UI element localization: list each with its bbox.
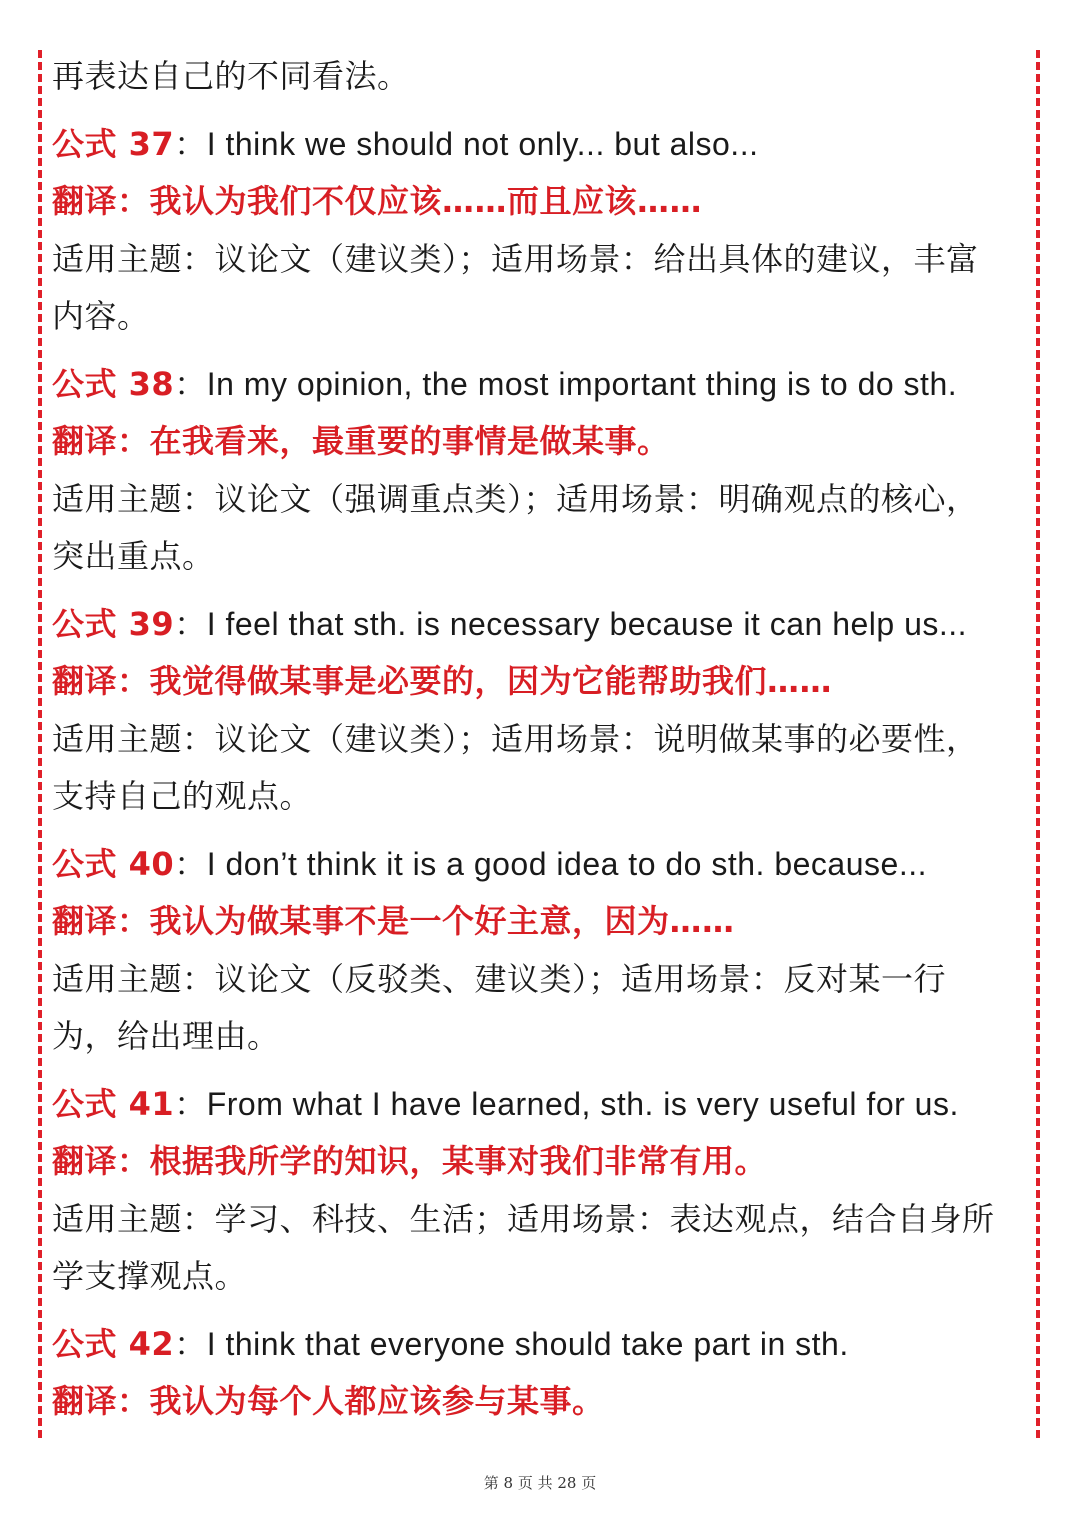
formula-english: I don’t think it is a good idea to do sth. because... bbox=[206, 845, 927, 882]
formula-label: 公式 41 bbox=[52, 1084, 175, 1123]
formula-42-translation: 翻译：我认为每个人都应该参与某事。 bbox=[52, 1382, 605, 1420]
formula-separator: ： bbox=[174, 1084, 207, 1123]
formula-38-topic-line-1: 适用主题：议论文（强调重点类）；适用场景：明确观点的核心， bbox=[52, 479, 979, 518]
formula-38-topic-line-2: 突出重点。 bbox=[52, 537, 215, 575]
formula-english: I feel that sth. is necessary because it can help us... bbox=[206, 605, 968, 642]
formula-label: 公式 37 bbox=[52, 124, 175, 163]
formula-39-translation: 翻译：我觉得做某事是必要的，因为它能帮助我们…… bbox=[52, 662, 833, 700]
formula-42 bbox=[52, 1316, 1012, 1374]
formula-separator: ： bbox=[174, 844, 207, 883]
formula-separator: ： bbox=[174, 1324, 207, 1363]
formula-separator: ： bbox=[174, 604, 207, 643]
formula-39-topic-line-1: 适用主题：议论文（建议类）；适用场景：说明做某事的必要性， bbox=[52, 719, 979, 758]
formula-english: From what I have learned, sth. is very useful for us. bbox=[206, 1085, 959, 1122]
formula-37-topic-line-2: 内容。 bbox=[52, 297, 150, 335]
formula-label: 公式 42 bbox=[52, 1324, 175, 1363]
intro-text: 再表达自己的不同看法。 bbox=[52, 57, 410, 95]
formula-41-translation: 翻译：根据我所学的知识，某事对我们非常有用。 bbox=[52, 1142, 768, 1180]
formula-separator: ： bbox=[174, 124, 207, 163]
formula-40 bbox=[52, 836, 1012, 894]
formula-40-topic-line-2: 为，给出理由。 bbox=[52, 1017, 280, 1055]
formula-label: 公式 38 bbox=[52, 364, 175, 403]
formula-label: 公式 39 bbox=[52, 604, 175, 643]
formula-41-topic-line-2: 学支撑观点。 bbox=[52, 1257, 248, 1295]
formula-label: 公式 40 bbox=[52, 844, 175, 883]
formula-41-topic-line-1: 适用主题：学习、科技、生活；适用场景：表达观点，结合自身所 bbox=[52, 1199, 995, 1238]
formula-38-translation: 翻译：在我看来，最重要的事情是做某事。 bbox=[52, 422, 670, 460]
formula-41 bbox=[52, 1076, 1012, 1134]
formula-separator: ： bbox=[174, 364, 207, 403]
formula-37 bbox=[52, 116, 1012, 174]
formula-38 bbox=[52, 356, 1012, 414]
formula-37-topic-line-1: 适用主题：议论文（建议类）；适用场景：给出具体的建议，丰富 bbox=[52, 239, 979, 278]
page-footer: 第 8 页 共 28 页 bbox=[483, 1474, 597, 1492]
formula-37-translation: 翻译：我认为我们不仅应该……而且应该…… bbox=[52, 182, 703, 220]
formula-39 bbox=[52, 596, 1012, 654]
formula-39-topic-line-2: 支持自己的观点。 bbox=[52, 777, 313, 815]
formula-english: In my opinion, the most important thing is to do sth. bbox=[206, 365, 958, 402]
formula-40-topic-line-1: 适用主题：议论文（反驳类、建议类）；适用场景：反对某一行 bbox=[52, 959, 947, 998]
formula-40-translation: 翻译：我认为做某事不是一个好主意，因为…… bbox=[52, 902, 735, 940]
document-content bbox=[52, 48, 1012, 1431]
formula-english: I think that everyone should take part in sth. bbox=[206, 1325, 849, 1362]
formula-english: I think we should not only... but also... bbox=[206, 125, 759, 162]
